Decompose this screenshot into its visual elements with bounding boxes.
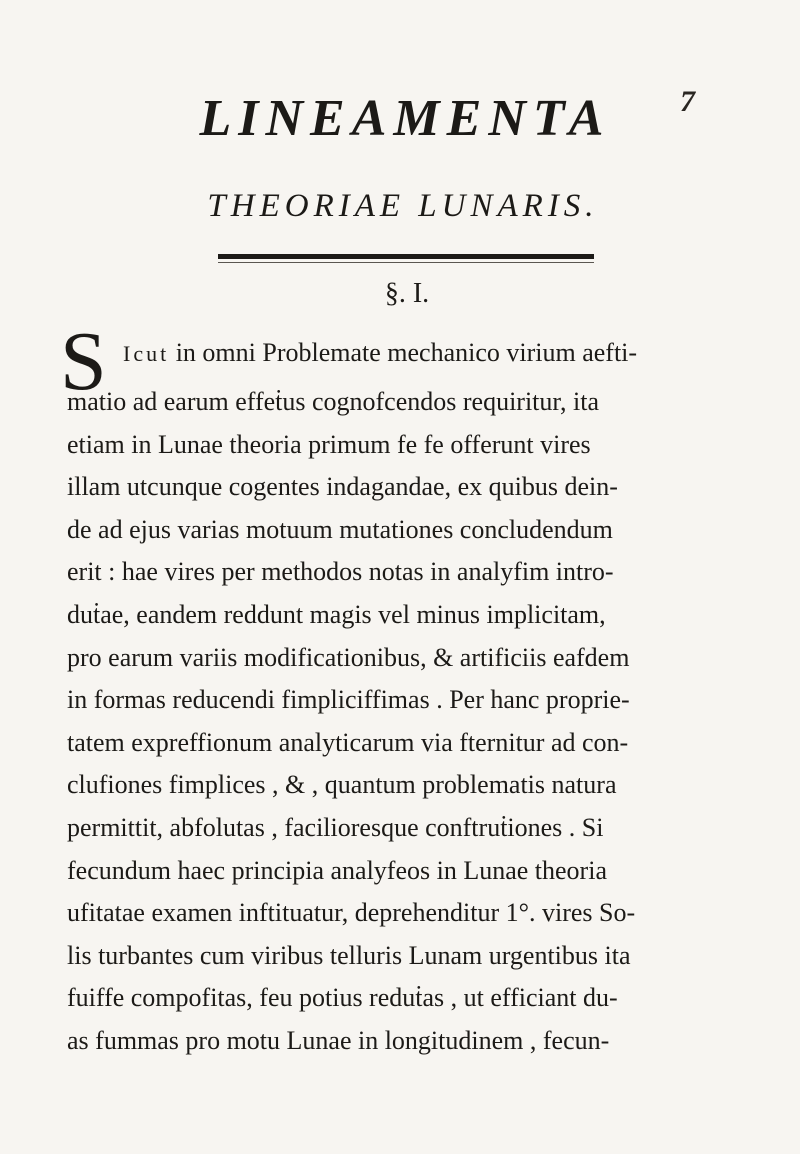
drop-cap: S [60, 315, 107, 408]
text-line: permittit, abfolutas , facilioresque conftruṫiones . Si [67, 812, 604, 842]
text-line: illam utcunque cogentes indagandae, ex quibus dein- [67, 472, 618, 502]
text-line: fuiffe compofitas, feu potius reduṫas , ut efficiant du- [67, 983, 618, 1013]
body-text [67, 381, 747, 1063]
text-line: lis turbantes cum viribus telluris Lunam urgentibus ita [67, 940, 631, 970]
text-line: de ad ejus varias motuum mutationes concludendum [67, 514, 613, 544]
ornamental-rule-thick [218, 254, 594, 259]
text-line: pro earum variis modificationibus, & artificiis eafdem [67, 642, 630, 672]
page-subtitle: THEORIAE LUNARIS. [207, 188, 599, 224]
text-line: fecundum haec principia analyfeos in Lunae theoria [67, 855, 607, 885]
text-line: matio ad earum effeṫus cognofcendos requiritur, ita [67, 387, 600, 416]
page-title: LINEAMENTA [199, 90, 611, 147]
text-line: clufiones fimplices , & , quantum problematis natura [67, 770, 617, 800]
text-line: etiam in Lunae theoria primum fe fe offerunt vires [67, 429, 591, 459]
page-number: 7 [680, 85, 695, 118]
first-text-line [123, 334, 743, 373]
text-line: ufitatae examen inftituatur, deprehenditur 1°. vires So- [67, 898, 636, 928]
text-line: as fummas pro motu Lunae in longitudinem , fecun- [67, 1025, 610, 1055]
text-line: tatem expreffionum analyticarum via fternitur ad con- [67, 727, 629, 757]
text-line: duṫae, eandem reddunt magis vel minus implicitam, [67, 599, 606, 629]
ornamental-rule-thin [218, 262, 594, 263]
first-line-text: in omni Problemate mechanico virium aefti- [169, 338, 638, 367]
section-heading: §. I. [384, 278, 430, 309]
text-line: in formas reducendi fimpliciffimas . Per hanc proprie- [67, 685, 630, 715]
first-word: Icut [123, 341, 170, 366]
text-line: erit : hae vires per methodos notas in analyfim intro- [67, 557, 614, 587]
